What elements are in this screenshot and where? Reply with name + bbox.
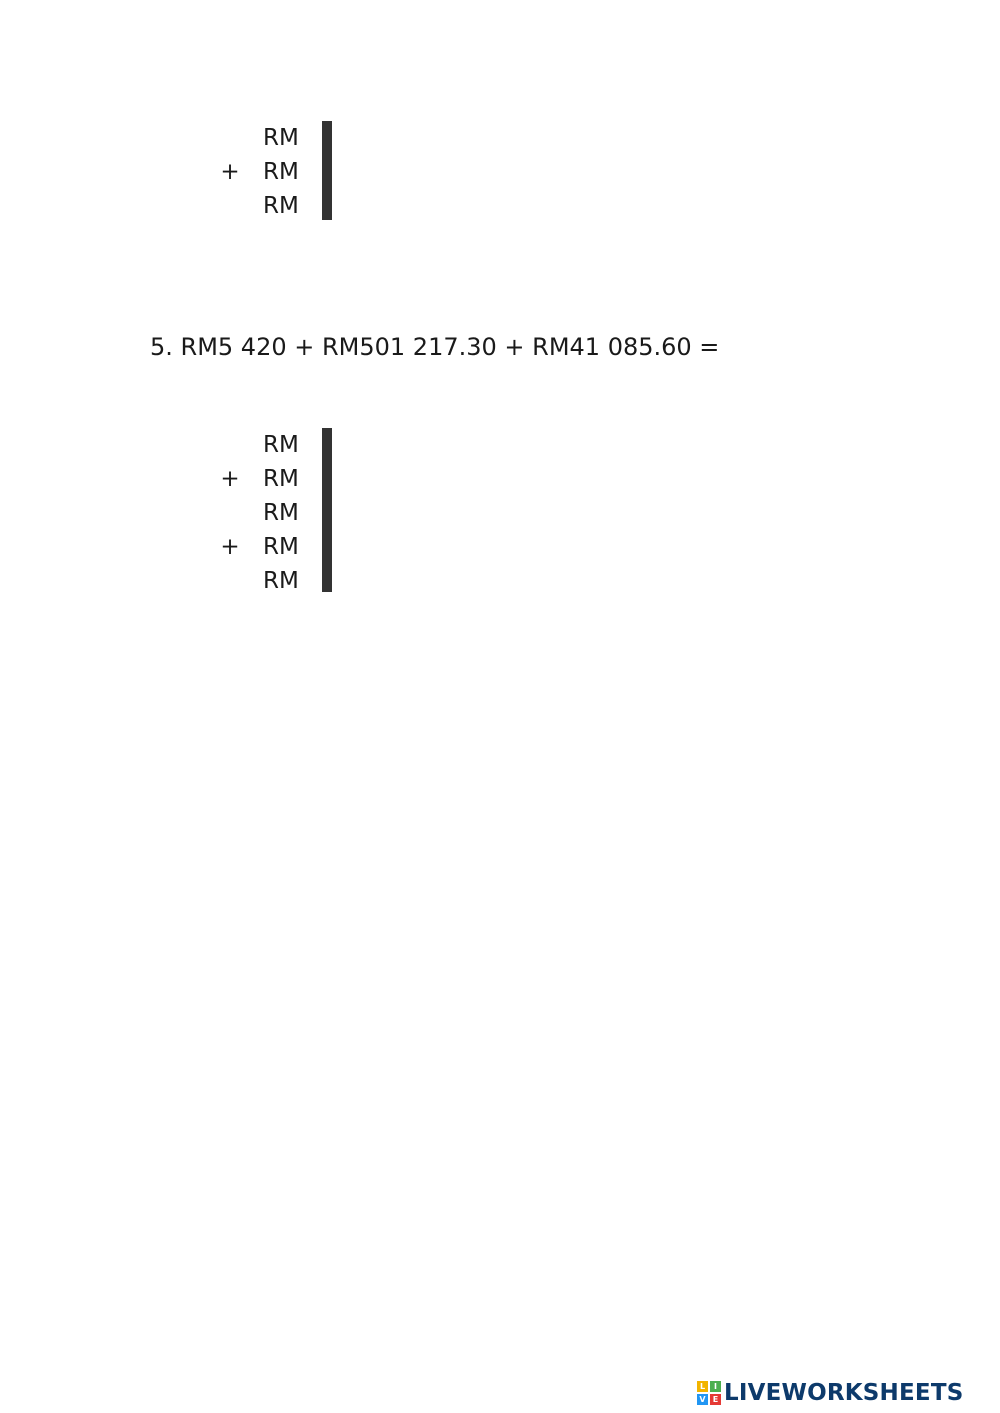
answer-grid-row [323,187,332,220]
grid-row [0,530,1000,564]
grid-row [0,121,1000,155]
answer-grid-row [323,122,332,155]
grid-row [0,496,1000,530]
answer-grid-row [323,429,332,462]
currency-label: RM [263,432,299,458]
currency-label: RM [263,159,299,185]
logo-letter: L [697,1381,708,1392]
grid-row [0,155,1000,189]
answer-cell [331,461,332,494]
currency-label: RM [263,125,299,151]
currency-label: RM [263,500,299,526]
plus-sign: + [220,466,240,492]
grid-row [0,462,1000,496]
answer-grid-row [323,154,332,187]
plus-sign: + [220,534,240,560]
logo-letter: I [710,1381,721,1392]
currency-label: RM [263,466,299,492]
answer-grid-row [323,559,332,592]
answer-grid-row [323,494,332,527]
currency-label: RM [263,534,299,560]
question-5-text: 5. RM5 420 + RM501 217.30 + RM41 085.60 = [150,333,720,361]
answer-cell [331,187,332,220]
answer-grid-row [323,461,332,494]
currency-label: RM [263,568,299,594]
grid-row [0,189,1000,223]
logo-letter: E [710,1394,721,1405]
liveworksheets-brand [697,1378,963,1408]
answer-grid-2 [322,428,332,592]
answer-grid-1 [322,121,332,220]
answer-cell [331,526,332,559]
grid-row [0,428,1000,462]
answer-cell [331,122,332,155]
grid-row [0,564,1000,598]
answer-cell [331,559,332,592]
currency-label: RM [263,193,299,219]
logo-letter: V [697,1394,708,1405]
liveworksheets-logo-icon [697,1381,721,1405]
answer-cell [331,494,332,527]
answer-cell [331,429,332,462]
brand-name: LIVEWORKSHEETS [724,1380,964,1406]
plus-sign: + [220,159,240,185]
answer-cell [331,154,332,187]
answer-grid-row [323,526,332,559]
